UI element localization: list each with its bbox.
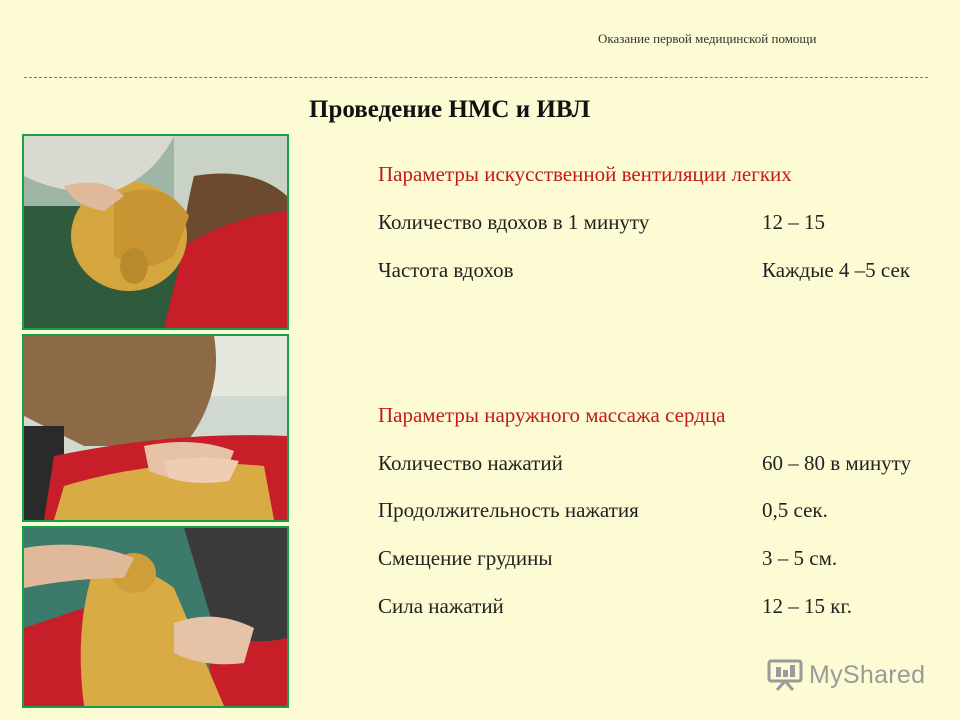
massage-row-label: Сила нажатий bbox=[378, 594, 504, 618]
photo-rescue-breathing bbox=[22, 134, 289, 330]
massage-row-value: 3 – 5 см. bbox=[762, 546, 838, 570]
massage-row-value: 60 – 80 в минуту bbox=[762, 451, 912, 475]
header-subtitle: Оказание первой медицинской помощи bbox=[598, 31, 817, 46]
page-title: Проведение НМС и ИВЛ bbox=[309, 96, 591, 123]
ventilation-heading: Параметры искусственной вентиляции легких bbox=[378, 162, 792, 186]
massage-row-label: Смещение грудины bbox=[378, 546, 553, 570]
ventilation-row-label: Частота вдохов bbox=[378, 258, 514, 282]
massage-heading: Параметры наружного массажа сердца bbox=[378, 403, 726, 427]
header-divider bbox=[24, 77, 928, 78]
massage-row-value: 0,5 сек. bbox=[762, 498, 828, 522]
watermark-text: MyShared bbox=[809, 660, 926, 689]
watermark-logo bbox=[767, 656, 925, 694]
massage-row-label: Количество нажатий bbox=[378, 451, 563, 475]
photo-hand-placement bbox=[22, 526, 289, 708]
ventilation-row-label: Количество вдохов в 1 минуту bbox=[378, 210, 650, 234]
ventilation-row-value: 12 – 15 bbox=[762, 210, 825, 234]
photo-chest-compressions bbox=[22, 334, 289, 522]
massage-row-value: 12 – 15 кг. bbox=[762, 594, 852, 618]
massage-row-label: Продолжительность нажатия bbox=[378, 498, 639, 522]
presentation-icon bbox=[767, 659, 803, 691]
ventilation-row-value: Каждые 4 –5 сек bbox=[762, 258, 911, 282]
